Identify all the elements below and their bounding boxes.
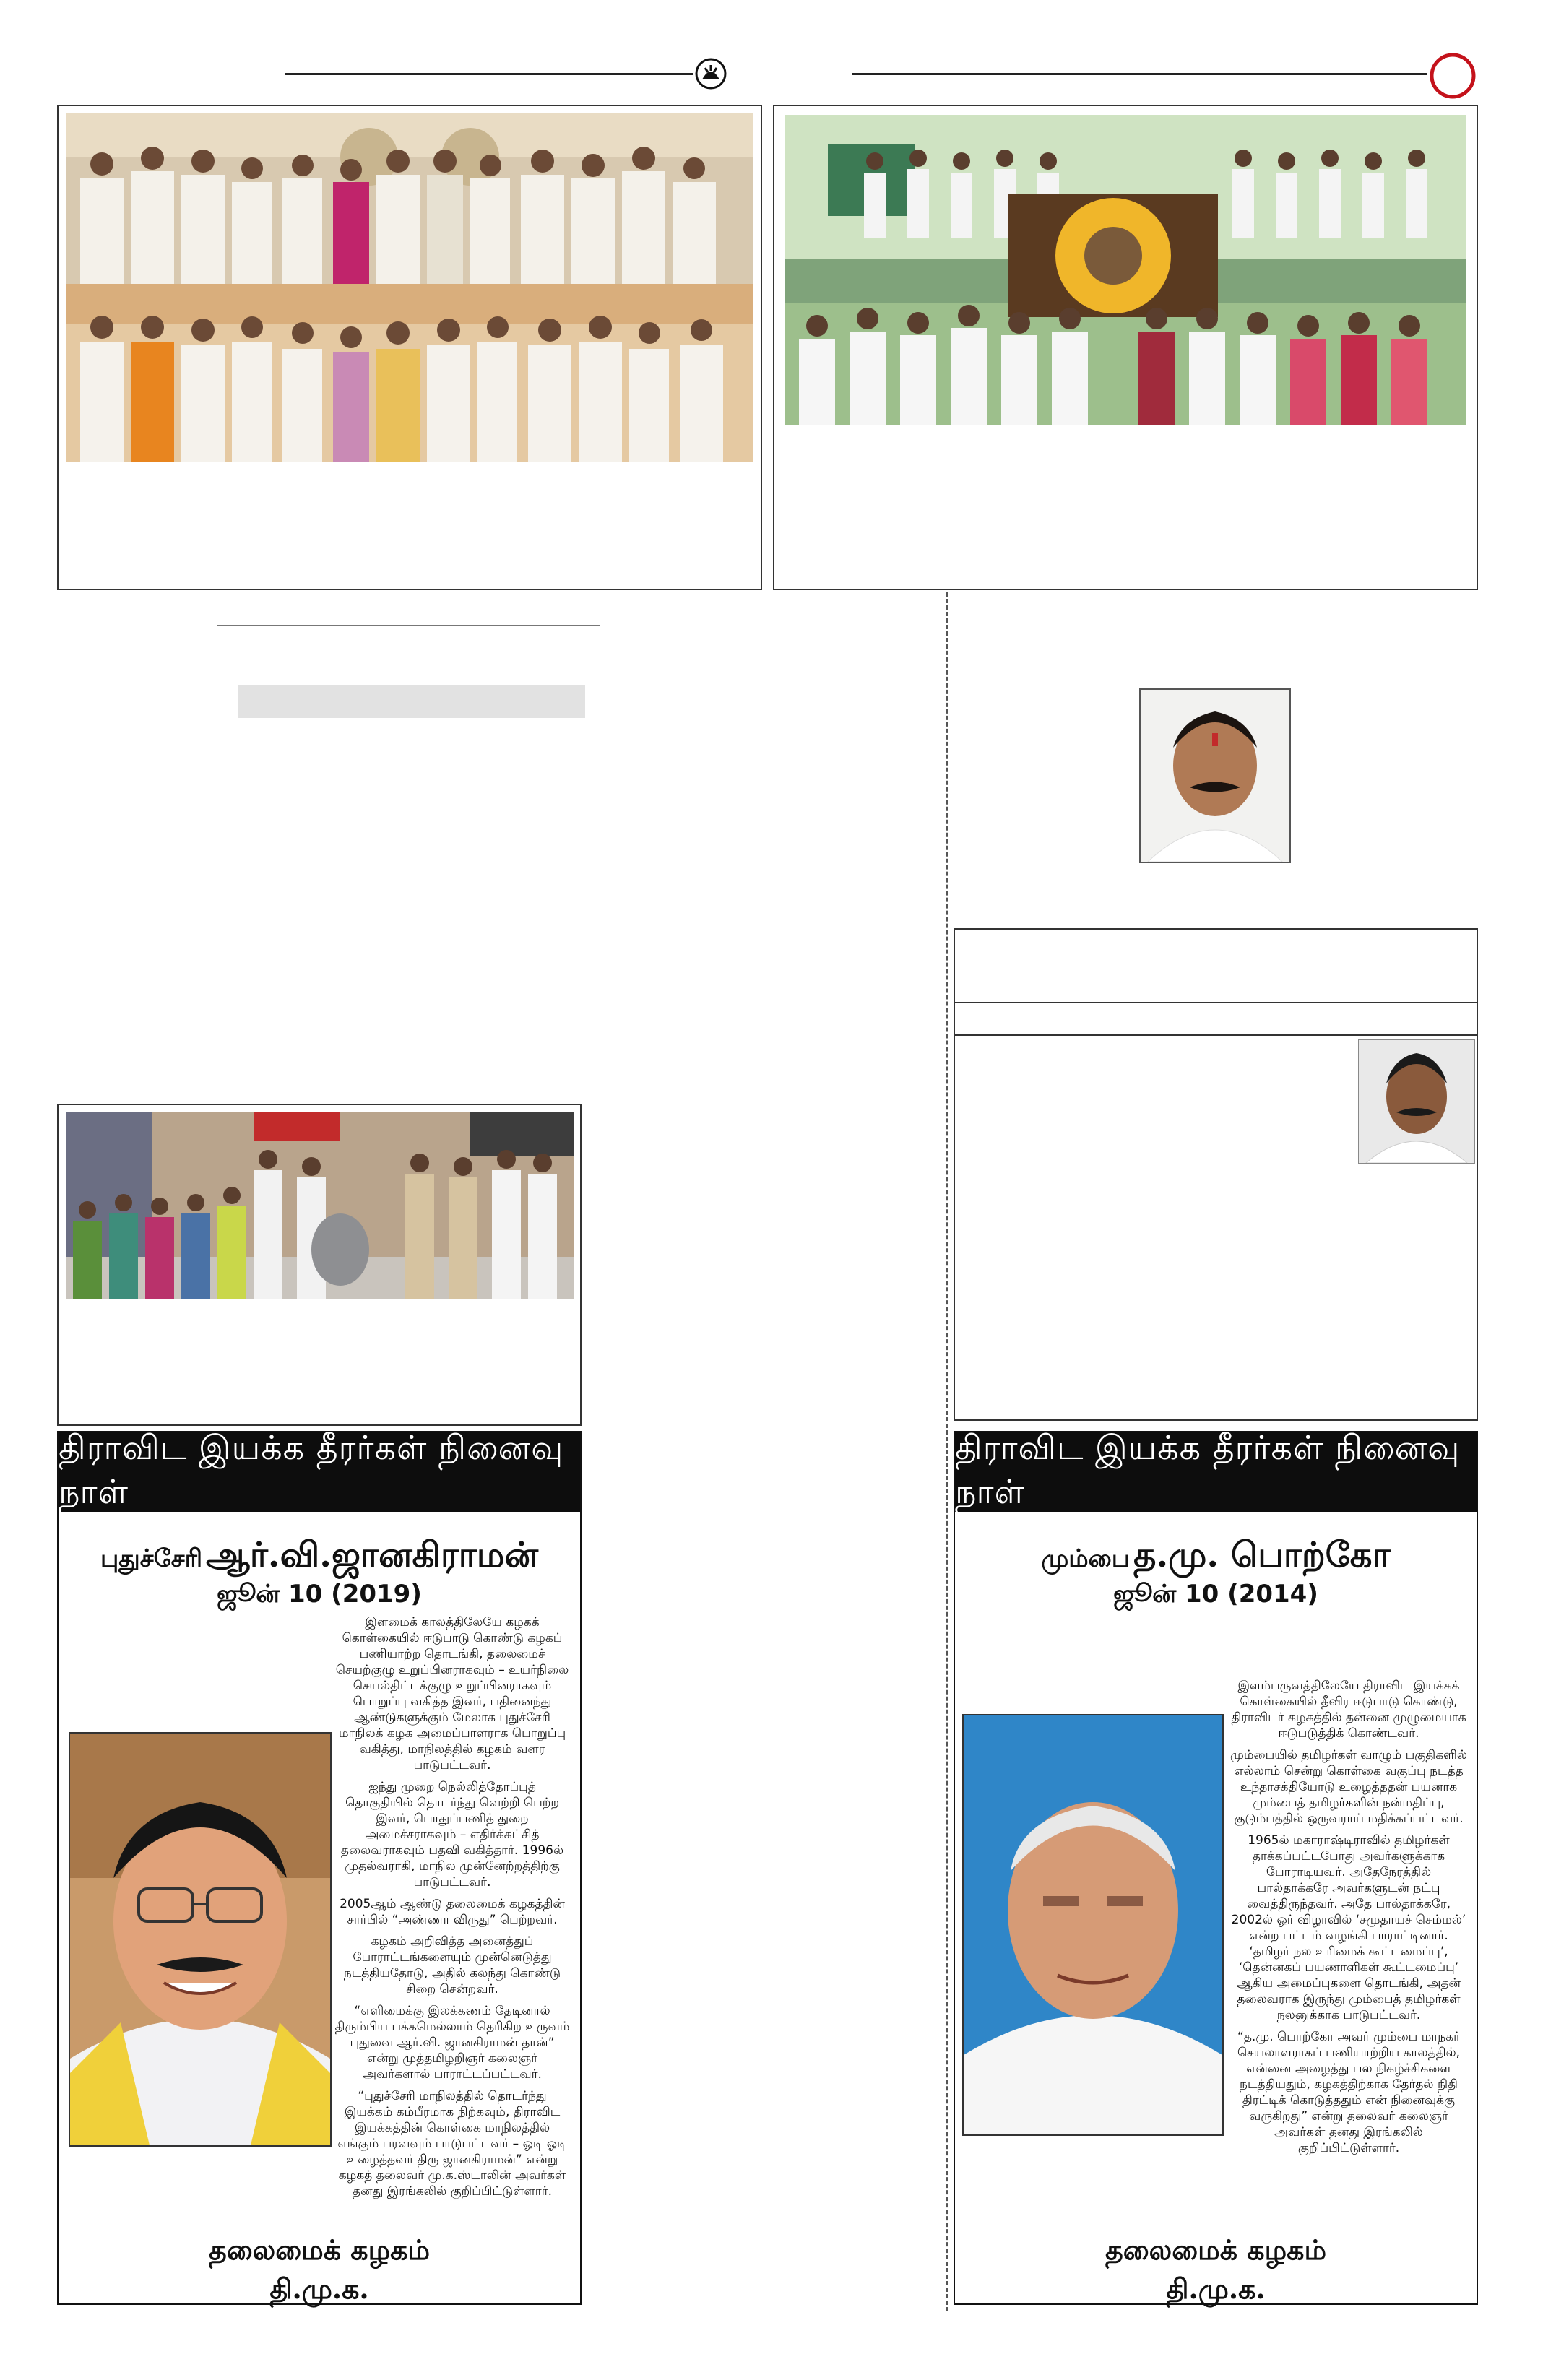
obituary-para: 2005ஆம் ஆண்டு தலைமைக் கழகத்தின் சார்பில் “அண்ணா விருது” பெற்றவர்.: [340, 1897, 565, 1927]
portrait-porko: [964, 1715, 1222, 2134]
obituary-place-right: மும்பை: [1041, 1544, 1131, 1573]
header-rule-left: [285, 73, 693, 75]
article-box-right: [954, 928, 1478, 1421]
obituary-signature-left: [59, 2230, 580, 2308]
obituary-para: “த.மு. பொற்கோ அவர் மும்பை மாநகர் செயலாளராகப் பணியாற்றிய காலத்தில், என்னை அழைத்து பல நிகழ்ச்சிகளை நடத்தியதும், கழகத்திற்காக தேர்தல் நிதி திரட்டிக் கொடுத்ததும் என் நினைவுக்கு வருகிறது” என்று தலைவர் கலைஞர் அவர்கள் தனது இரங்கலில் குறிப்பிட்டுள்ளார்.: [1237, 2030, 1461, 2155]
obituary-para: “எளிமைக்கு இலக்கணம் தேடினால் திரும்பிய பக்கமெல்லாம் தெரிகிற உருவம் புதுவை ஆர்.வி. ஜானகிராமன் தான்” என்று முத்தமிழறிஞர் கலைஞர் அவர்களால் பாராட்டப்பட்டவர்.: [334, 2004, 570, 2082]
obituary-signature-right: [955, 2230, 1477, 2308]
obituary-name-line-right: [955, 1535, 1477, 1580]
obituary-text-right: [1229, 1678, 1468, 2162]
photo-box-wedding: [57, 105, 762, 590]
food-distribution-photo: [66, 1112, 574, 1299]
obituary-name-right: த.மு. பொற்கோ: [1133, 1535, 1391, 1575]
obituary-para: மும்பையில் தமிழர்கள் வாழும் பகுதிகளில் எல்லாம் சென்று கொள்கை வகுப்பு நடத்த உந்தாசக்தியோடு உழைத்ததன் பயனாக மும்பைத் தமிழர்களின் நன்மதிப்பு, குடும்பத்தில் ஒருவராய் மதிக்கப்பட்டவர்.: [1229, 1748, 1467, 1826]
tribute-photo: [785, 115, 1466, 425]
portrait-frame-janakiraman: [69, 1732, 332, 2147]
wedding-photo-bottom: [66, 284, 753, 462]
obituary-para: 1965ல் மகாராஷ்டிராவில் தமிழர்கள் தாக்கப்பட்டபோது அவர்களுக்காக போராடியவர். அதேநேரத்தில் பால்தாக்கரே அவர்களுடன் நட்பு வைத்திருந்தவர். அதே பால்தாக்கரே, 2002ல் ஓர் விழாவில் ‘சமுதாயச் செம்மல்’ என்ற பட்டம் வழங்கி பாராட்டினார். ‘தமிழர் நல உரிமைக் கூட்டமைப்பு’, ‘தென்னகப் பயணாளிகள் கூட்டமைப்பு’ ஆகிய அமைப்புகளை தொடங்கி, அதன் தலைவராக இருந்து மும்பைத் தமிழர்கள் நலனுக்காக பாடுபட்டவர்.: [1231, 1833, 1466, 2022]
portrait-man-mustache: [1141, 690, 1289, 862]
portrait-frame-right: [1139, 688, 1291, 863]
article-box-divider-2: [955, 1034, 1477, 1036]
obituary-para: கழகம் அறிவித்த அனைத்துப் போராட்டங்களையும் முன்னெடுத்து நடத்தியதோடு, அதில் கலந்து கொண்டு சிறை சென்றவர்.: [343, 1934, 561, 1996]
column-divider: [946, 592, 948, 2311]
signature-org: தலைமைக் கழகம்: [208, 2233, 431, 2266]
grey-bar: [238, 685, 585, 718]
obituary-place-left: புதுச்சேரி: [100, 1544, 203, 1573]
signature-party: தி.மு.க.: [269, 2272, 369, 2305]
obituary-date-right: ஜூன் 10 (2014): [1113, 1580, 1318, 1609]
obituary-box-right: [954, 1428, 1478, 2305]
obituary-box-left: [57, 1428, 582, 2305]
obituary-name-line-left: [59, 1535, 580, 1580]
photo-box-food-distribution: [57, 1104, 582, 1426]
obituary-para: “புதுச்சேரி மாநிலத்தில் தொடர்ந்து இயக்கம் கம்பீரமாக நிற்கவும், திராவிட இயக்கத்தின் கொள்கை மாநிலத்தில் எங்கும் பரவவும் பாடுபட்டவர் – ஓடி ஓடி உழைத்தவர் திரு ஜானகிராமன்” என்று கழகத் தலைவர் மு.க.ஸ்டாலின் அவர்கள் தனது இரங்கலில் குறிப்பிட்டுள்ளார்.: [337, 2089, 567, 2199]
obituary-banner-right: திராவிட இயக்க தீரர்கள் நினைவு நாள்: [955, 1432, 1477, 1512]
obituary-text-left: [333, 1614, 571, 2205]
header-rule-right: [852, 73, 1427, 75]
portrait-frame-porko: [962, 1714, 1224, 2136]
article-box-divider: [955, 1002, 1477, 1003]
signature-party: தி.மு.க.: [1166, 2272, 1266, 2305]
obituary-para: இளமைக் காலத்திலேயே கழகக் கொள்கையில் ஈடுபாடு கொண்டு கழகப் பணியாற்ற தொடங்கி, தலைமைச் செயற்குழு உறுப்பினராகவும் – உயர்நிலை செயல்திட்டக்குழு உறுப்பினராகவும் பொறுப்பு வகித்த இவர், பதினைந்து ஆண்டுகளுக்கும் மேலாக புதுச்சேரி மாநிலக் கழக அமைப்பாளராக பொறுப்பு வகித்து, மாநிலத்தில் கழகம் வளர பாடுபட்டவர்.: [335, 1615, 569, 1773]
portrait-janakiraman: [70, 1734, 330, 2145]
obituary-banner-left: திராவிட இயக்க தீரர்கள் நினைவு நாள்: [59, 1432, 580, 1512]
wedding-photo-top: [66, 113, 753, 284]
circle-emblem-icon: [1429, 52, 1477, 100]
obituary-para: இளம்பருவத்திலேயே திராவிட இயக்கக் கொள்கையில் தீவிர ஈடுபாடு கொண்டு, திராவிடர் கழகத்தில் தன்னை முழுமையாக ஈடுபடுத்திக் கொண்டவர்.: [1231, 1679, 1466, 1741]
obituary-name-left: ஆர்.வி.ஜானகிராமன்: [206, 1535, 538, 1575]
rising-sun-icon: [695, 58, 727, 90]
signature-org: தலைமைக் கழகம்: [1105, 2233, 1327, 2266]
section-rule: [217, 625, 600, 626]
portrait-frame-small: [1358, 1039, 1475, 1164]
photo-box-tribute: [773, 105, 1478, 590]
obituary-para: ஐந்து முறை நெல்லித்தோப்புத் தொகுதியில் தொடர்ந்து வெற்றி பெற்ற இவர், பொதுப்பணித் துறை அமைச்சராகவும் – எதிர்க்கட்சித் தலைவராகவும் பதவி வகித்தார். 1996ல் முதல்வராகி, மாநில முன்னேற்றத்திற்கு பாடுபட்டவர்.: [340, 1780, 564, 1890]
portrait-man-small: [1359, 1040, 1474, 1163]
obituary-date-left: ஜூன் 10 (2019): [217, 1580, 422, 1609]
